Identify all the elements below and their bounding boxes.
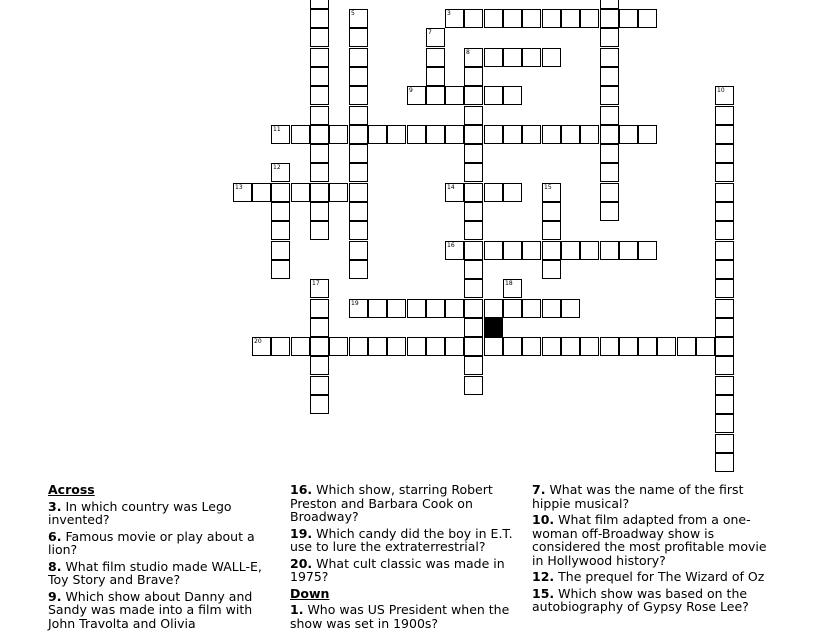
grid-cell[interactable] <box>349 260 368 279</box>
grid-cell[interactable] <box>542 125 561 144</box>
grid-cell[interactable] <box>484 86 503 105</box>
clue-text: The prequel for The Wizard of Oz <box>558 569 765 584</box>
grid-cell[interactable] <box>580 337 599 356</box>
grid-cell[interactable] <box>310 202 329 221</box>
grid-cell[interactable] <box>310 48 329 67</box>
grid-cell[interactable] <box>561 337 580 356</box>
grid-cell[interactable] <box>696 337 715 356</box>
clue-number: 3. <box>48 498 62 514</box>
grid-cell[interactable] <box>715 221 734 240</box>
clue-down-10[interactable] <box>532 513 772 567</box>
grid-cell[interactable] <box>542 337 561 356</box>
grid-cell[interactable] <box>349 106 368 125</box>
clue-number-label: 5 <box>351 10 355 17</box>
clue-column-2 <box>290 483 515 633</box>
clue-column-1 <box>48 483 270 633</box>
clue-text: What cult classic was made in 1975? <box>290 555 505 584</box>
grid-cell[interactable] <box>349 221 368 240</box>
clue-number: 8. <box>48 558 62 574</box>
grid-cell[interactable] <box>638 9 657 28</box>
grid-cell[interactable] <box>349 163 368 182</box>
grid-cell[interactable] <box>464 67 483 86</box>
grid-cell[interactable] <box>407 299 426 318</box>
grid-cell[interactable] <box>522 337 541 356</box>
grid-cell[interactable] <box>407 86 426 105</box>
grid-cell[interactable] <box>271 260 290 279</box>
grid-cell[interactable] <box>638 125 657 144</box>
clue-text: Famous movie or play about a lion? <box>48 528 255 557</box>
clue-text: What film adapted from a one-woman off-Broadway show is considered the most profitable movie in Hollywood history? <box>532 512 767 568</box>
grid-cell[interactable] <box>600 0 619 9</box>
grid-cell[interactable] <box>619 337 638 356</box>
grid-cell[interactable] <box>310 299 329 318</box>
grid-cell[interactable] <box>542 202 561 221</box>
grid-cell[interactable] <box>426 125 445 144</box>
grid-cell[interactable] <box>387 125 406 144</box>
grid-cell[interactable] <box>522 48 541 67</box>
grid-cell[interactable] <box>445 125 464 144</box>
grid-cell[interactable] <box>561 9 580 28</box>
grid-cell[interactable] <box>600 337 619 356</box>
grid-cell[interactable] <box>368 337 387 356</box>
grid-cell[interactable] <box>464 260 483 279</box>
grid-cell[interactable] <box>426 86 445 105</box>
grid-cell[interactable] <box>715 106 734 125</box>
grid-cell[interactable] <box>561 299 580 318</box>
grid-cell[interactable] <box>464 48 483 67</box>
grid-cell[interactable] <box>349 125 368 144</box>
grid-cell[interactable] <box>542 48 561 67</box>
clue-number: 16. <box>290 482 313 497</box>
clue-text: Which candy did the boy in E.T. use to lure the extraterrestrial? <box>290 525 513 554</box>
grid-cell[interactable] <box>715 260 734 279</box>
grid-cell[interactable] <box>715 453 734 472</box>
clue-text: What film studio made WALL-E, Toy Story and Brave? <box>48 558 262 587</box>
grid-cell[interactable] <box>271 183 290 202</box>
grid-cell[interactable] <box>715 299 734 318</box>
grid-cell[interactable] <box>464 221 483 240</box>
clue-across-16[interactable] <box>290 483 515 524</box>
black-cell <box>484 318 503 337</box>
grid-cell[interactable] <box>464 299 483 318</box>
grid-cell[interactable] <box>600 9 619 28</box>
grid-cell[interactable] <box>310 0 329 9</box>
grid-cell[interactable] <box>503 183 522 202</box>
clue-number-label: 10 <box>717 87 725 94</box>
grid-cell[interactable] <box>600 67 619 86</box>
grid-cell[interactable] <box>600 241 619 260</box>
clue-number-label: 7 <box>428 29 432 36</box>
grid-cell[interactable] <box>271 202 290 221</box>
grid-cell[interactable] <box>310 395 329 414</box>
grid-cell[interactable] <box>522 299 541 318</box>
grid-cell[interactable] <box>445 86 464 105</box>
grid-cell[interactable] <box>464 279 483 298</box>
grid-cell[interactable] <box>503 241 522 260</box>
clue-number: 19. <box>290 525 313 541</box>
clue-number-label: 8 <box>466 49 470 56</box>
grid-cell[interactable] <box>600 106 619 125</box>
grid-cell[interactable] <box>426 337 445 356</box>
clue-number-label: 17 <box>312 280 320 287</box>
clue-column-3 <box>532 483 772 617</box>
clue-number: 6. <box>48 528 62 544</box>
grid-cell[interactable] <box>715 144 734 163</box>
down-heading: Down <box>290 585 330 601</box>
grid-cell[interactable] <box>464 9 483 28</box>
grid-cell[interactable] <box>600 163 619 182</box>
grid-cell[interactable] <box>310 9 329 28</box>
grid-cell[interactable] <box>484 337 503 356</box>
grid-cell[interactable] <box>522 125 541 144</box>
grid-cell[interactable] <box>464 86 483 105</box>
clue-text: Which show was based on the autobiography of Gypsy Rose Lee? <box>532 585 749 614</box>
clue-number: 10. <box>532 512 555 527</box>
grid-cell[interactable] <box>349 9 368 28</box>
grid-cell[interactable] <box>715 163 734 182</box>
clue-across-19[interactable] <box>290 527 515 554</box>
clue-number-label: 18 <box>505 280 513 287</box>
grid-cell[interactable] <box>715 434 734 453</box>
grid-cell[interactable] <box>407 125 426 144</box>
grid-cell[interactable] <box>484 299 503 318</box>
clue-number: 7. <box>532 482 546 497</box>
clue-number-label: 11 <box>273 126 281 133</box>
grid-cell[interactable] <box>310 67 329 86</box>
grid-cell[interactable] <box>252 183 271 202</box>
clue-down-1[interactable] <box>290 603 515 630</box>
clue-number-label: 9 <box>409 87 413 94</box>
grid-cell[interactable] <box>503 125 522 144</box>
grid-cell[interactable] <box>561 241 580 260</box>
grid-cell[interactable] <box>349 241 368 260</box>
grid-cell[interactable] <box>522 241 541 260</box>
grid-cell[interactable] <box>349 48 368 67</box>
grid-cell[interactable] <box>445 241 464 260</box>
clue-number: 15. <box>532 585 555 601</box>
grid-cell[interactable] <box>542 260 561 279</box>
grid-cell[interactable] <box>349 183 368 202</box>
grid-cell[interactable] <box>600 48 619 67</box>
grid-cell[interactable] <box>503 86 522 105</box>
clue-number-label: 15 <box>544 184 552 191</box>
grid-cell[interactable] <box>503 48 522 67</box>
clue-number: 12. <box>532 569 555 584</box>
grid-cell[interactable] <box>715 414 734 433</box>
grid-cell[interactable] <box>600 202 619 221</box>
grid-cell[interactable] <box>715 376 734 395</box>
grid-cell[interactable] <box>638 337 657 356</box>
grid-cell[interactable] <box>310 28 329 47</box>
grid-cell[interactable] <box>503 337 522 356</box>
grid-cell[interactable] <box>715 202 734 221</box>
grid-cell[interactable] <box>542 183 561 202</box>
grid-cell[interactable] <box>484 241 503 260</box>
grid-cell[interactable] <box>542 9 561 28</box>
grid-cell[interactable] <box>464 376 483 395</box>
grid-cell[interactable] <box>715 183 734 202</box>
clue-number-label: 13 <box>235 184 243 191</box>
grid-cell[interactable] <box>310 356 329 375</box>
grid-cell[interactable] <box>310 318 329 337</box>
clue-down-15[interactable] <box>532 587 772 614</box>
grid-cell[interactable] <box>271 221 290 240</box>
clue-text: Which show, starring Robert Preston and Barbara Cook on Broadway? <box>290 482 493 524</box>
across-heading: Across <box>48 482 95 497</box>
clue-number: 9. <box>48 588 62 604</box>
grid-cell[interactable] <box>426 299 445 318</box>
grid-cell[interactable] <box>715 125 734 144</box>
grid-cell[interactable] <box>310 376 329 395</box>
grid-cell[interactable] <box>484 48 503 67</box>
grid-cell[interactable] <box>368 125 387 144</box>
clue-number-label: 16 <box>447 242 455 249</box>
grid-cell[interactable] <box>445 337 464 356</box>
grid-cell[interactable] <box>291 183 310 202</box>
grid-cell[interactable] <box>310 125 329 144</box>
clue-text: What was the name of the first hippie musical? <box>532 482 744 511</box>
grid-cell[interactable] <box>542 241 561 260</box>
grid-cell[interactable] <box>310 86 329 105</box>
grid-cell[interactable] <box>310 183 329 202</box>
grid-cell[interactable] <box>329 125 348 144</box>
grid-cell[interactable] <box>349 337 368 356</box>
grid-cell[interactable] <box>715 318 734 337</box>
grid-cell[interactable] <box>619 9 638 28</box>
grid-cell[interactable] <box>349 67 368 86</box>
clue-text: Which show about Danny and Sandy was made into a film with John Travolta and Olivia <box>48 588 253 631</box>
clue-number-label: 19 <box>351 300 359 307</box>
grid-cell[interactable] <box>715 241 734 260</box>
grid-cell[interactable] <box>291 125 310 144</box>
grid-cell[interactable] <box>464 163 483 182</box>
grid-cell[interactable] <box>600 86 619 105</box>
clue-across-20[interactable] <box>290 557 515 584</box>
grid-cell[interactable] <box>464 318 483 337</box>
grid-cell[interactable] <box>580 9 599 28</box>
grid-cell[interactable] <box>349 299 368 318</box>
clue-across-3[interactable] <box>48 500 270 527</box>
grid-cell[interactable] <box>349 28 368 47</box>
grid-cell[interactable] <box>349 144 368 163</box>
grid-cell[interactable] <box>464 337 483 356</box>
grid-cell[interactable] <box>310 337 329 356</box>
grid-cell[interactable] <box>542 299 561 318</box>
grid-cell[interactable] <box>503 279 522 298</box>
grid-cell[interactable] <box>464 356 483 375</box>
clue-number: 1. <box>290 602 304 617</box>
grid-cell[interactable] <box>310 221 329 240</box>
clue-text: In which country was Lego invented? <box>48 498 232 527</box>
grid-cell[interactable] <box>310 106 329 125</box>
grid-cell[interactable] <box>484 125 503 144</box>
grid-cell[interactable] <box>349 86 368 105</box>
grid-cell[interactable] <box>271 337 290 356</box>
grid-cell[interactable] <box>271 241 290 260</box>
grid-cell[interactable] <box>715 279 734 298</box>
grid-cell[interactable] <box>580 241 599 260</box>
clue-across-9[interactable] <box>48 590 270 631</box>
clue-across-6[interactable] <box>48 530 270 557</box>
grid-cell[interactable] <box>464 106 483 125</box>
clue-down-7[interactable] <box>532 483 772 510</box>
grid-cell[interactable] <box>329 183 348 202</box>
grid-cell[interactable] <box>464 241 483 260</box>
grid-cell[interactable] <box>677 337 696 356</box>
clue-number-label: 12 <box>273 164 281 171</box>
grid-cell[interactable] <box>426 28 445 47</box>
grid-cell[interactable] <box>310 163 329 182</box>
grid-cell[interactable] <box>619 241 638 260</box>
grid-cell[interactable] <box>619 125 638 144</box>
grid-cell[interactable] <box>600 183 619 202</box>
clue-across-8[interactable] <box>48 560 270 587</box>
grid-cell[interactable] <box>271 125 290 144</box>
grid-cell[interactable] <box>387 337 406 356</box>
grid-cell[interactable] <box>291 337 310 356</box>
grid-cell[interactable] <box>349 202 368 221</box>
grid-cell[interactable] <box>310 279 329 298</box>
grid-cell[interactable] <box>580 125 599 144</box>
clue-number-label: 20 <box>254 338 262 345</box>
grid-cell[interactable] <box>561 125 580 144</box>
clue-number-label: 14 <box>447 184 455 191</box>
grid-cell[interactable] <box>715 86 734 105</box>
grid-cell[interactable] <box>233 183 252 202</box>
grid-cell[interactable] <box>271 163 290 182</box>
grid-cell[interactable] <box>445 183 464 202</box>
grid-cell[interactable] <box>464 144 483 163</box>
clue-number-label: 3 <box>447 10 451 17</box>
grid-cell[interactable] <box>657 337 676 356</box>
grid-cell[interactable] <box>484 9 503 28</box>
clue-number: 20. <box>290 555 313 571</box>
grid-cell[interactable] <box>464 125 483 144</box>
clue-down-12[interactable] <box>532 570 772 584</box>
grid-cell[interactable] <box>522 9 541 28</box>
grid-cell[interactable] <box>426 48 445 67</box>
grid-cell[interactable] <box>329 337 348 356</box>
grid-cell[interactable] <box>715 337 734 356</box>
grid-cell[interactable] <box>426 67 445 86</box>
grid-cell[interactable] <box>387 299 406 318</box>
grid-cell[interactable] <box>445 299 464 318</box>
grid-cell[interactable] <box>503 9 522 28</box>
grid-cell[interactable] <box>445 9 464 28</box>
grid-cell[interactable] <box>600 28 619 47</box>
grid-cell[interactable] <box>715 356 734 375</box>
grid-cell[interactable] <box>310 144 329 163</box>
grid-cell[interactable] <box>368 299 387 318</box>
grid-cell[interactable] <box>542 221 561 240</box>
grid-cell[interactable] <box>638 241 657 260</box>
grid-cell[interactable] <box>407 337 426 356</box>
grid-cell[interactable] <box>464 202 483 221</box>
grid-cell[interactable] <box>252 337 271 356</box>
grid-cell[interactable] <box>503 299 522 318</box>
grid-cell[interactable] <box>464 183 483 202</box>
grid-cell[interactable] <box>600 144 619 163</box>
grid-cell[interactable] <box>484 183 503 202</box>
grid-cell[interactable] <box>715 395 734 414</box>
grid-cell[interactable] <box>600 125 619 144</box>
clue-text: Who was US President when the show was set in 1900s? <box>290 602 510 631</box>
